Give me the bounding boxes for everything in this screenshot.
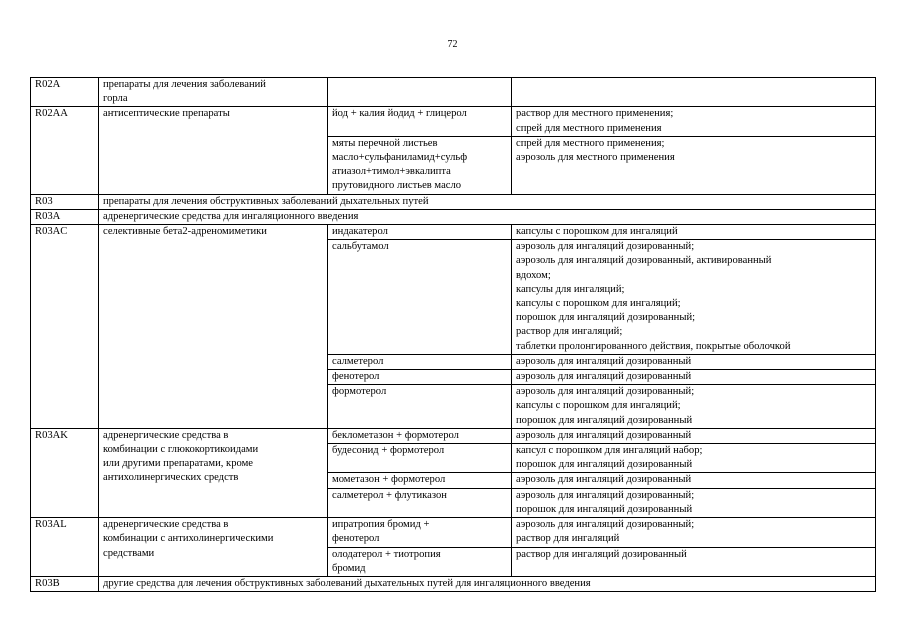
- dosage-form-cell: [512, 518, 876, 547]
- drug-name-line: ипратропия бромид +: [332, 519, 430, 531]
- dosage-form-line: аэрозоль для ингаляций дозированный;: [516, 489, 695, 501]
- drug-name-line: беклометазон + формотерол: [332, 429, 459, 441]
- dosage-form-line: капсулы с порошком для ингаляций;: [516, 400, 681, 412]
- dosage-form-line: раствор для ингаляций: [516, 533, 620, 545]
- drug-name-line: прутовидного листьев масло: [332, 180, 462, 192]
- dosage-form-line: порошок для ингаляций дозированный;: [516, 312, 696, 324]
- drug-name-line: будесонид + формотерол: [332, 445, 445, 457]
- atc-code-cell: [31, 428, 99, 517]
- atc-code-cell: [31, 194, 99, 209]
- dosage-form-line: аэрозоль для ингаляций дозированный: [516, 371, 692, 383]
- atc-group-name-line: селективные бета2-адреномиметики: [103, 226, 267, 238]
- atc-group-name-line: антихолинергических средств: [103, 472, 239, 484]
- atc-code: R03AK: [35, 429, 68, 441]
- table-row: [31, 209, 876, 224]
- table-row: [31, 428, 876, 443]
- dosage-form-cell: [512, 444, 876, 473]
- dosage-form-cell: [512, 240, 876, 355]
- dosage-form-line: раствор для ингаляций дозированный: [516, 548, 687, 560]
- dosage-form-cell: [512, 385, 876, 429]
- dosage-form-cell: [512, 107, 876, 136]
- dosage-form-cell: [512, 354, 876, 369]
- dosage-form-line: аэрозоль для ингаляций дозированный: [516, 474, 692, 486]
- table-row: [31, 107, 876, 136]
- dosage-form-line: спрей для местного применения: [516, 122, 662, 134]
- dosage-form-line: порошок для ингаляций дозированный: [516, 414, 693, 426]
- drug-name-line: фенотерол: [332, 533, 380, 545]
- atc-code: R03: [35, 195, 53, 207]
- dosage-form-cell: [512, 473, 876, 488]
- drug-name-line: мяты перечной листьев: [332, 137, 438, 149]
- drug-name-line: салметерол: [332, 355, 384, 367]
- atc-group-name-line: или другими препаратами, кроме: [103, 458, 253, 470]
- atc-group-name-line: препараты для лечения заболеваний: [103, 79, 266, 90]
- drug-name-line: формотерол: [332, 386, 387, 398]
- atc-group-name-cell: [99, 209, 876, 224]
- dosage-form-cell: [512, 136, 876, 194]
- drug-name-line: масло+сульфаниламид+сульф: [332, 152, 468, 164]
- atc-group-name-cell: [99, 518, 328, 577]
- drug-name-line: фенотерол: [332, 371, 380, 383]
- atc-group-name-line: комбинации с антихолинергическими: [103, 533, 274, 545]
- dosage-form-line: аэрозоль для ингаляций дозированный;: [516, 386, 695, 398]
- drug-name-cell: [328, 136, 512, 194]
- drug-name-line: салметерол + флутиказон: [332, 489, 447, 501]
- dosage-form-cell: [512, 428, 876, 443]
- drug-name-cell: [328, 240, 512, 355]
- atc-code: R03B: [35, 577, 60, 589]
- dosage-form-line: аэрозоль для ингаляций дозированный: [516, 429, 692, 441]
- dosage-form-cell: [512, 225, 876, 240]
- atc-code: R03A: [35, 210, 61, 222]
- atc-code-cell: [31, 209, 99, 224]
- dosage-form-cell: [512, 488, 876, 517]
- dosage-form-line: порошок для ингаляций дозированный: [516, 459, 693, 471]
- dosage-form-line: порошок для ингаляций дозированный: [516, 503, 693, 515]
- drug-name-line: олодатерол + тиотропия: [332, 548, 441, 560]
- dosage-form-line: аэрозоль для ингаляций дозированный, активированный: [516, 255, 772, 267]
- atc-group-name-line: препараты для лечения обструктивных заболеваний дыхательных путей: [103, 195, 429, 207]
- table-row: [31, 225, 876, 240]
- dosage-form-line: раствор для ингаляций;: [516, 326, 623, 338]
- drug-name-line: бромид: [332, 562, 366, 574]
- drug-name-cell: [328, 354, 512, 369]
- dosage-form-line: капсулы с порошком для ингаляций;: [516, 298, 681, 310]
- table-row: [31, 576, 876, 591]
- atc-group-name-line: горла: [103, 93, 128, 105]
- atc-code-cell: [31, 78, 99, 107]
- atc-group-name-line: адренергические средства в: [103, 429, 229, 441]
- drug-name-cell: [328, 488, 512, 517]
- drug-name-cell: [328, 78, 512, 107]
- atc-code: R02AA: [35, 108, 68, 120]
- drug-name-line: йод + калия йодид + глицерол: [332, 108, 467, 120]
- drug-name-line: мометазон + формотерол: [332, 474, 446, 486]
- dosage-form-line: капсулы с порошком для ингаляций: [516, 226, 678, 238]
- atc-group-name-line: комбинации с глюкокортикоидами: [103, 444, 259, 456]
- atc-group-name-cell: [99, 225, 328, 429]
- dosage-form-line: аэрозоль для ингаляций дозированный;: [516, 241, 695, 253]
- dosage-form-line: вдохом;: [516, 269, 551, 281]
- atc-code-cell: [31, 107, 99, 194]
- atc-group-name-line: другие средства для лечения обструктивных заболеваний дыхательных путей для ингаляционного введения: [103, 577, 591, 589]
- dosage-form-line: спрей для местного применения;: [516, 137, 665, 149]
- drug-name-line: атиазол+тимол+эвкалипта: [332, 166, 451, 178]
- dosage-form-cell: [512, 370, 876, 385]
- atc-group-name-line: средствами: [103, 547, 155, 559]
- drug-name-cell: [328, 473, 512, 488]
- drug-name-cell: [328, 385, 512, 429]
- dosage-form-line: капсул с порошком для ингаляций набор;: [516, 445, 703, 457]
- atc-code-cell: [31, 576, 99, 591]
- atc-code: R03AC: [35, 226, 68, 238]
- table-row: [31, 518, 876, 547]
- table-row: [31, 78, 876, 107]
- drug-name-cell: [328, 428, 512, 443]
- atc-code-cell: [31, 225, 99, 429]
- atc-group-name-cell: [99, 428, 328, 517]
- drug-name-cell: [328, 225, 512, 240]
- atc-code: R03AL: [35, 519, 67, 531]
- atc-classification-table: [30, 77, 876, 592]
- drug-name-cell: [328, 370, 512, 385]
- atc-group-name-line: антисептические препараты: [103, 108, 230, 120]
- atc-group-name-cell: [99, 107, 328, 194]
- atc-group-name-line: адренергические средства для ингаляционного введения: [103, 210, 359, 222]
- atc-code: R02A: [35, 79, 61, 90]
- dosage-form-line: аэрозоль для ингаляций дозированный;: [516, 519, 695, 531]
- dosage-form-line: капсулы для ингаляций;: [516, 283, 625, 295]
- dosage-form-cell: [512, 547, 876, 576]
- drug-name-cell: [328, 518, 512, 547]
- dosage-form-line: таблетки пролонгированного действия, покрытые оболочкой: [516, 340, 791, 352]
- drug-name-line: индакатерол: [332, 226, 388, 238]
- dosage-form-line: аэрозоль для местного применения: [516, 152, 675, 164]
- drug-name-cell: [328, 107, 512, 136]
- drug-name-line: сальбутамол: [332, 241, 389, 253]
- atc-group-name-cell: [99, 576, 876, 591]
- drug-name-cell: [328, 444, 512, 473]
- dosage-form-line: аэрозоль для ингаляций дозированный: [516, 355, 692, 367]
- table-row: [31, 194, 876, 209]
- drug-name-cell: [328, 547, 512, 576]
- atc-group-name-line: адренергические средства в: [103, 519, 229, 531]
- dosage-form-cell: [512, 78, 876, 107]
- page-number: 72: [447, 39, 458, 50]
- dosage-form-line: раствор для местного применения;: [516, 108, 674, 120]
- atc-group-name-cell: [99, 194, 876, 209]
- atc-code-cell: [31, 518, 99, 577]
- atc-group-name-cell: [99, 78, 328, 107]
